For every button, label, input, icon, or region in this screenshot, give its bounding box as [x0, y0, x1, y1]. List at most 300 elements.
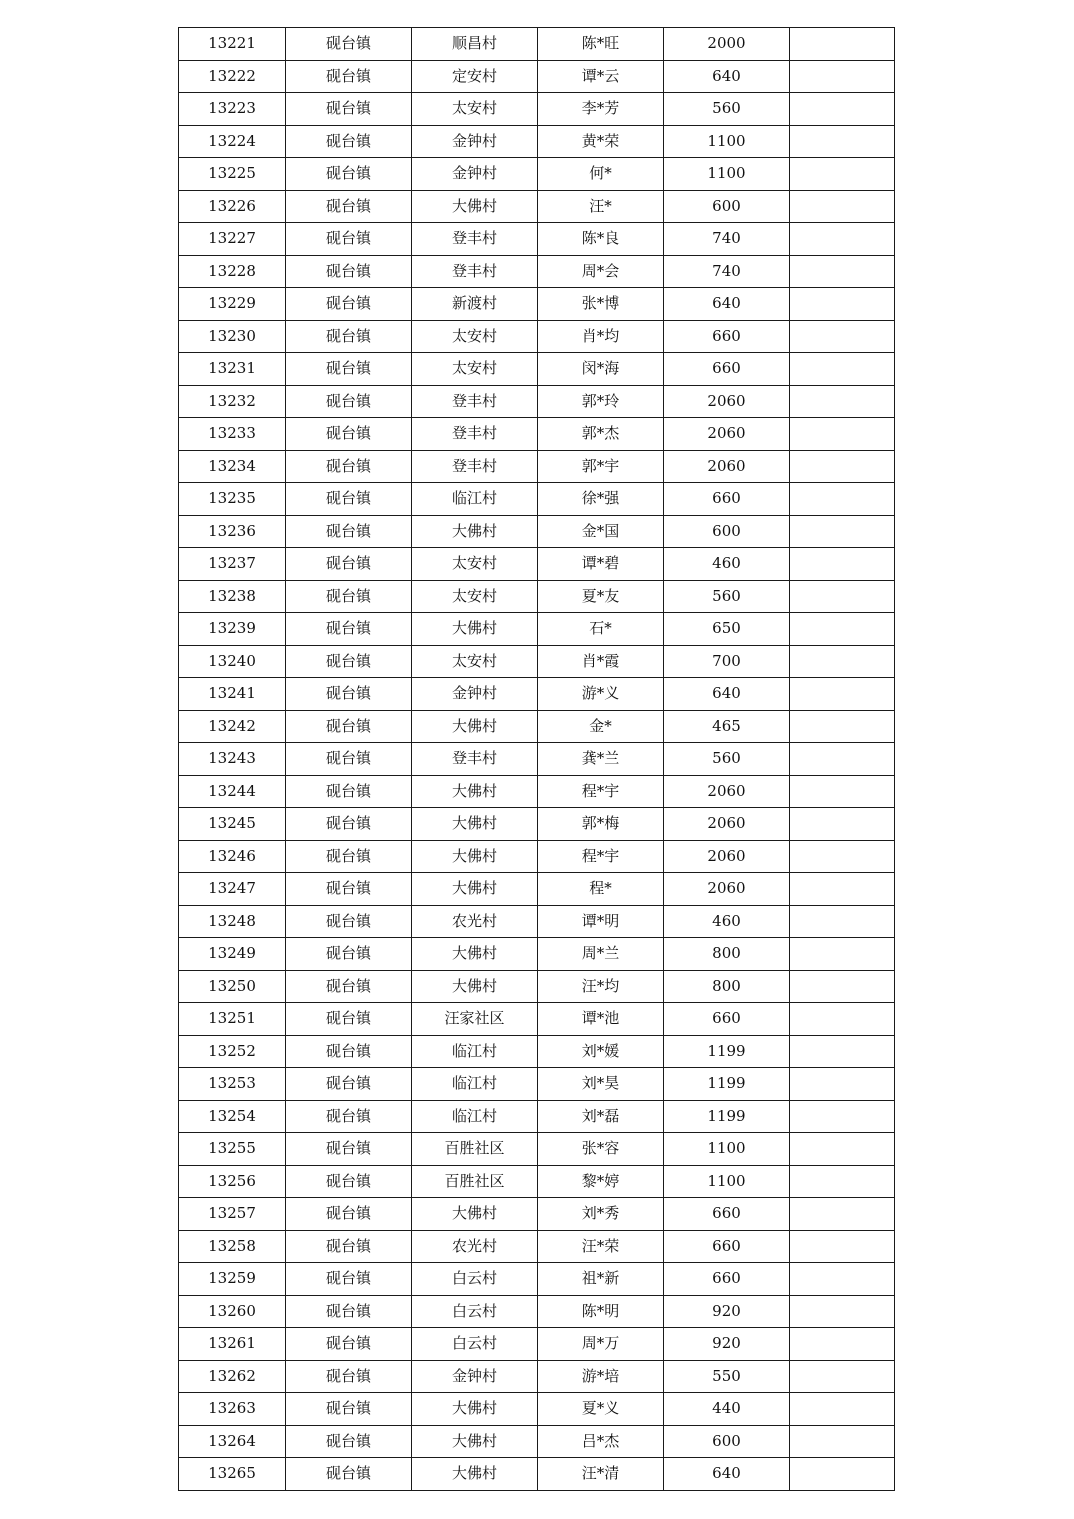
cell-name: 郭*梅 [538, 808, 664, 841]
cell-note [790, 1068, 895, 1101]
table-row [179, 288, 895, 321]
cell-name: 张*博 [538, 288, 664, 321]
cell-town: 砚台镇 [286, 1230, 412, 1263]
cell-village: 大佛村 [412, 190, 538, 223]
cell-serial-number: 13226 [179, 190, 286, 223]
cell-note [790, 1425, 895, 1458]
cell-town: 砚台镇 [286, 873, 412, 906]
table-row [179, 645, 895, 678]
cell-serial-number: 13245 [179, 808, 286, 841]
cell-name: 周*会 [538, 255, 664, 288]
cell-name: 何* [538, 158, 664, 191]
cell-name: 陈*明 [538, 1295, 664, 1328]
cell-note [790, 1393, 895, 1426]
cell-name: 周*兰 [538, 938, 664, 971]
cell-note [790, 515, 895, 548]
cell-town: 砚台镇 [286, 970, 412, 1003]
cell-amount: 600 [664, 190, 790, 223]
cell-village: 金钟村 [412, 1360, 538, 1393]
cell-town: 砚台镇 [286, 548, 412, 581]
table-row [179, 970, 895, 1003]
cell-serial-number: 13225 [179, 158, 286, 191]
cell-amount: 2060 [664, 840, 790, 873]
cell-name: 肖*霞 [538, 645, 664, 678]
cell-name: 汪*均 [538, 970, 664, 1003]
cell-serial-number: 13236 [179, 515, 286, 548]
cell-amount: 2060 [664, 385, 790, 418]
cell-town: 砚台镇 [286, 1165, 412, 1198]
cell-town: 砚台镇 [286, 1263, 412, 1296]
cell-serial-number: 13260 [179, 1295, 286, 1328]
table-row [179, 1328, 895, 1361]
table-row [179, 775, 895, 808]
cell-village: 金钟村 [412, 158, 538, 191]
cell-note [790, 320, 895, 353]
cell-name: 陈*良 [538, 223, 664, 256]
table-row [179, 580, 895, 613]
cell-serial-number: 13254 [179, 1100, 286, 1133]
cell-village: 大佛村 [412, 840, 538, 873]
cell-note [790, 255, 895, 288]
cell-name: 汪* [538, 190, 664, 223]
cell-town: 砚台镇 [286, 1393, 412, 1426]
cell-town: 砚台镇 [286, 515, 412, 548]
cell-town: 砚台镇 [286, 353, 412, 386]
table-row [179, 483, 895, 516]
cell-serial-number: 13230 [179, 320, 286, 353]
cell-amount: 1100 [664, 158, 790, 191]
cell-amount: 660 [664, 1230, 790, 1263]
cell-note [790, 580, 895, 613]
cell-name: 谭*碧 [538, 548, 664, 581]
table-row [179, 60, 895, 93]
cell-note [790, 938, 895, 971]
cell-serial-number: 13262 [179, 1360, 286, 1393]
cell-town: 砚台镇 [286, 938, 412, 971]
cell-note [790, 1165, 895, 1198]
cell-name: 陈*旺 [538, 28, 664, 61]
table-row [179, 1100, 895, 1133]
cell-serial-number: 13248 [179, 905, 286, 938]
cell-serial-number: 13227 [179, 223, 286, 256]
table-row [179, 808, 895, 841]
cell-note [790, 1263, 895, 1296]
cell-amount: 1100 [664, 1165, 790, 1198]
cell-village: 登丰村 [412, 385, 538, 418]
cell-note [790, 1035, 895, 1068]
cell-town: 砚台镇 [286, 905, 412, 938]
cell-village: 登丰村 [412, 255, 538, 288]
cell-town: 砚台镇 [286, 158, 412, 191]
cell-note [790, 1198, 895, 1231]
table-row [179, 223, 895, 256]
cell-amount: 920 [664, 1295, 790, 1328]
cell-village: 登丰村 [412, 450, 538, 483]
table-row [179, 1165, 895, 1198]
cell-village: 登丰村 [412, 743, 538, 776]
cell-name: 刘*媛 [538, 1035, 664, 1068]
cell-serial-number: 13232 [179, 385, 286, 418]
cell-village: 大佛村 [412, 1458, 538, 1491]
cell-village: 大佛村 [412, 710, 538, 743]
cell-village: 登丰村 [412, 418, 538, 451]
cell-amount: 2060 [664, 450, 790, 483]
cell-note [790, 158, 895, 191]
cell-amount: 560 [664, 93, 790, 126]
cell-village: 定安村 [412, 60, 538, 93]
cell-village: 金钟村 [412, 678, 538, 711]
cell-amount: 1100 [664, 125, 790, 158]
cell-note [790, 743, 895, 776]
cell-village: 汪家社区 [412, 1003, 538, 1036]
cell-town: 砚台镇 [286, 1133, 412, 1166]
cell-amount: 460 [664, 905, 790, 938]
cell-village: 白云村 [412, 1263, 538, 1296]
cell-town: 砚台镇 [286, 223, 412, 256]
cell-village: 太安村 [412, 93, 538, 126]
cell-town: 砚台镇 [286, 483, 412, 516]
cell-town: 砚台镇 [286, 710, 412, 743]
cell-amount: 740 [664, 223, 790, 256]
cell-town: 砚台镇 [286, 678, 412, 711]
cell-serial-number: 13221 [179, 28, 286, 61]
cell-note [790, 1100, 895, 1133]
table-row [179, 1393, 895, 1426]
cell-serial-number: 13229 [179, 288, 286, 321]
cell-amount: 465 [664, 710, 790, 743]
cell-serial-number: 13222 [179, 60, 286, 93]
cell-note [790, 223, 895, 256]
cell-town: 砚台镇 [286, 808, 412, 841]
cell-note [790, 808, 895, 841]
cell-town: 砚台镇 [286, 1295, 412, 1328]
cell-town: 砚台镇 [286, 255, 412, 288]
cell-village: 太安村 [412, 320, 538, 353]
cell-note [790, 1295, 895, 1328]
cell-town: 砚台镇 [286, 743, 412, 776]
cell-name: 谭*池 [538, 1003, 664, 1036]
cell-note [790, 1230, 895, 1263]
cell-note [790, 1328, 895, 1361]
cell-village: 临江村 [412, 1100, 538, 1133]
cell-name: 程*宇 [538, 840, 664, 873]
cell-note [790, 450, 895, 483]
cell-name: 金* [538, 710, 664, 743]
cell-amount: 1199 [664, 1035, 790, 1068]
cell-name: 程*宇 [538, 775, 664, 808]
cell-town: 砚台镇 [286, 1198, 412, 1231]
cell-amount: 920 [664, 1328, 790, 1361]
cell-village: 大佛村 [412, 515, 538, 548]
cell-note [790, 613, 895, 646]
cell-note [790, 678, 895, 711]
cell-name: 刘*昊 [538, 1068, 664, 1101]
cell-amount: 700 [664, 645, 790, 678]
table-row [179, 905, 895, 938]
cell-name: 郭*宇 [538, 450, 664, 483]
cell-amount: 660 [664, 353, 790, 386]
cell-name: 石* [538, 613, 664, 646]
cell-village: 太安村 [412, 645, 538, 678]
table-row [179, 190, 895, 223]
cell-serial-number: 13235 [179, 483, 286, 516]
cell-note [790, 93, 895, 126]
cell-name: 汪*荣 [538, 1230, 664, 1263]
cell-amount: 600 [664, 515, 790, 548]
table-row [179, 28, 895, 61]
cell-amount: 460 [664, 548, 790, 581]
cell-serial-number: 13238 [179, 580, 286, 613]
cell-town: 砚台镇 [286, 28, 412, 61]
cell-note [790, 288, 895, 321]
table-row [179, 1068, 895, 1101]
cell-name: 夏*友 [538, 580, 664, 613]
table-row [179, 1425, 895, 1458]
cell-serial-number: 13259 [179, 1263, 286, 1296]
cell-name: 郭*杰 [538, 418, 664, 451]
cell-amount: 550 [664, 1360, 790, 1393]
table-row [179, 938, 895, 971]
cell-serial-number: 13243 [179, 743, 286, 776]
cell-village: 大佛村 [412, 970, 538, 1003]
cell-amount: 600 [664, 1425, 790, 1458]
cell-town: 砚台镇 [286, 840, 412, 873]
cell-amount: 660 [664, 1198, 790, 1231]
table-row [179, 1458, 895, 1491]
table-row [179, 873, 895, 906]
table-row [179, 1035, 895, 1068]
cell-village: 百胜社区 [412, 1165, 538, 1198]
cell-name: 龚*兰 [538, 743, 664, 776]
table-body [179, 28, 895, 1491]
cell-village: 白云村 [412, 1295, 538, 1328]
cell-serial-number: 13224 [179, 125, 286, 158]
cell-note [790, 28, 895, 61]
cell-town: 砚台镇 [286, 580, 412, 613]
cell-amount: 2060 [664, 873, 790, 906]
cell-amount: 560 [664, 743, 790, 776]
cell-town: 砚台镇 [286, 450, 412, 483]
cell-amount: 1199 [664, 1100, 790, 1133]
table-row [179, 450, 895, 483]
cell-village: 大佛村 [412, 1198, 538, 1231]
cell-town: 砚台镇 [286, 1100, 412, 1133]
cell-amount: 2000 [664, 28, 790, 61]
cell-serial-number: 13249 [179, 938, 286, 971]
cell-town: 砚台镇 [286, 93, 412, 126]
cell-village: 太安村 [412, 353, 538, 386]
cell-village: 大佛村 [412, 938, 538, 971]
table-row [179, 1230, 895, 1263]
cell-name: 肖*均 [538, 320, 664, 353]
cell-village: 大佛村 [412, 1393, 538, 1426]
cell-name: 徐*强 [538, 483, 664, 516]
cell-village: 大佛村 [412, 1425, 538, 1458]
cell-village: 太安村 [412, 580, 538, 613]
cell-town: 砚台镇 [286, 418, 412, 451]
cell-amount: 660 [664, 1003, 790, 1036]
table-row [179, 1003, 895, 1036]
cell-amount: 560 [664, 580, 790, 613]
cell-village: 顺昌村 [412, 28, 538, 61]
cell-serial-number: 13246 [179, 840, 286, 873]
cell-serial-number: 13257 [179, 1198, 286, 1231]
table-row [179, 840, 895, 873]
cell-note [790, 548, 895, 581]
table-row [179, 1133, 895, 1166]
cell-note [790, 190, 895, 223]
cell-village: 临江村 [412, 1068, 538, 1101]
cell-village: 太安村 [412, 548, 538, 581]
table-row [179, 158, 895, 191]
table-row [179, 385, 895, 418]
cell-name: 吕*杰 [538, 1425, 664, 1458]
cell-name: 程* [538, 873, 664, 906]
cell-name: 刘*磊 [538, 1100, 664, 1133]
cell-note [790, 60, 895, 93]
cell-name: 游*培 [538, 1360, 664, 1393]
cell-note [790, 1458, 895, 1491]
cell-amount: 1199 [664, 1068, 790, 1101]
cell-note [790, 1133, 895, 1166]
table-row [179, 255, 895, 288]
table-row [179, 1263, 895, 1296]
cell-name: 谭*云 [538, 60, 664, 93]
cell-serial-number: 13223 [179, 93, 286, 126]
cell-village: 大佛村 [412, 873, 538, 906]
cell-serial-number: 13250 [179, 970, 286, 1003]
cell-serial-number: 13241 [179, 678, 286, 711]
cell-note [790, 645, 895, 678]
cell-town: 砚台镇 [286, 60, 412, 93]
cell-note [790, 873, 895, 906]
cell-name: 汪*清 [538, 1458, 664, 1491]
cell-name: 闵*海 [538, 353, 664, 386]
cell-serial-number: 13265 [179, 1458, 286, 1491]
cell-name: 金*国 [538, 515, 664, 548]
cell-town: 砚台镇 [286, 320, 412, 353]
table-row [179, 93, 895, 126]
cell-village: 白云村 [412, 1328, 538, 1361]
cell-serial-number: 13258 [179, 1230, 286, 1263]
cell-amount: 640 [664, 60, 790, 93]
cell-amount: 440 [664, 1393, 790, 1426]
cell-town: 砚台镇 [286, 1425, 412, 1458]
cell-village: 新渡村 [412, 288, 538, 321]
cell-serial-number: 13237 [179, 548, 286, 581]
cell-amount: 660 [664, 320, 790, 353]
cell-note [790, 483, 895, 516]
table-row [179, 353, 895, 386]
cell-town: 砚台镇 [286, 1003, 412, 1036]
table-row [179, 743, 895, 776]
cell-note [790, 418, 895, 451]
cell-village: 农光村 [412, 1230, 538, 1263]
table-row [179, 678, 895, 711]
cell-serial-number: 13234 [179, 450, 286, 483]
cell-amount: 740 [664, 255, 790, 288]
cell-town: 砚台镇 [286, 1458, 412, 1491]
cell-village: 金钟村 [412, 125, 538, 158]
table-row [179, 1198, 895, 1231]
cell-name: 祖*新 [538, 1263, 664, 1296]
cell-town: 砚台镇 [286, 775, 412, 808]
cell-name: 周*万 [538, 1328, 664, 1361]
cell-village: 大佛村 [412, 808, 538, 841]
cell-town: 砚台镇 [286, 645, 412, 678]
cell-note [790, 385, 895, 418]
cell-amount: 1100 [664, 1133, 790, 1166]
cell-amount: 2060 [664, 418, 790, 451]
table-row [179, 515, 895, 548]
cell-amount: 650 [664, 613, 790, 646]
cell-town: 砚台镇 [286, 1068, 412, 1101]
cell-serial-number: 13228 [179, 255, 286, 288]
cell-amount: 640 [664, 1458, 790, 1491]
cell-village: 大佛村 [412, 613, 538, 646]
cell-town: 砚台镇 [286, 1328, 412, 1361]
cell-amount: 800 [664, 970, 790, 1003]
table-row [179, 320, 895, 353]
cell-town: 砚台镇 [286, 1035, 412, 1068]
cell-note [790, 125, 895, 158]
cell-amount: 660 [664, 483, 790, 516]
cell-serial-number: 13251 [179, 1003, 286, 1036]
cell-town: 砚台镇 [286, 125, 412, 158]
cell-serial-number: 13255 [179, 1133, 286, 1166]
cell-serial-number: 13252 [179, 1035, 286, 1068]
cell-serial-number: 13240 [179, 645, 286, 678]
cell-serial-number: 13244 [179, 775, 286, 808]
cell-serial-number: 13263 [179, 1393, 286, 1426]
cell-serial-number: 13242 [179, 710, 286, 743]
cell-village: 农光村 [412, 905, 538, 938]
cell-name: 黎*婷 [538, 1165, 664, 1198]
cell-note [790, 353, 895, 386]
cell-note [790, 840, 895, 873]
cell-amount: 800 [664, 938, 790, 971]
cell-serial-number: 13253 [179, 1068, 286, 1101]
cell-amount: 660 [664, 1263, 790, 1296]
cell-name: 张*容 [538, 1133, 664, 1166]
cell-town: 砚台镇 [286, 613, 412, 646]
cell-name: 游*义 [538, 678, 664, 711]
cell-note [790, 775, 895, 808]
cell-town: 砚台镇 [286, 1360, 412, 1393]
cell-town: 砚台镇 [286, 385, 412, 418]
cell-amount: 640 [664, 288, 790, 321]
cell-serial-number: 13247 [179, 873, 286, 906]
cell-village: 百胜社区 [412, 1133, 538, 1166]
cell-town: 砚台镇 [286, 190, 412, 223]
cell-name: 谭*明 [538, 905, 664, 938]
cell-village: 临江村 [412, 483, 538, 516]
cell-town: 砚台镇 [286, 288, 412, 321]
table-row [179, 613, 895, 646]
cell-note [790, 1360, 895, 1393]
table-row [179, 1360, 895, 1393]
cell-amount: 640 [664, 678, 790, 711]
cell-name: 李*芳 [538, 93, 664, 126]
cell-village: 临江村 [412, 1035, 538, 1068]
table-row [179, 1295, 895, 1328]
cell-amount: 2060 [664, 808, 790, 841]
table-row [179, 548, 895, 581]
cell-note [790, 710, 895, 743]
cell-name: 夏*义 [538, 1393, 664, 1426]
cell-serial-number: 13261 [179, 1328, 286, 1361]
cell-serial-number: 13264 [179, 1425, 286, 1458]
